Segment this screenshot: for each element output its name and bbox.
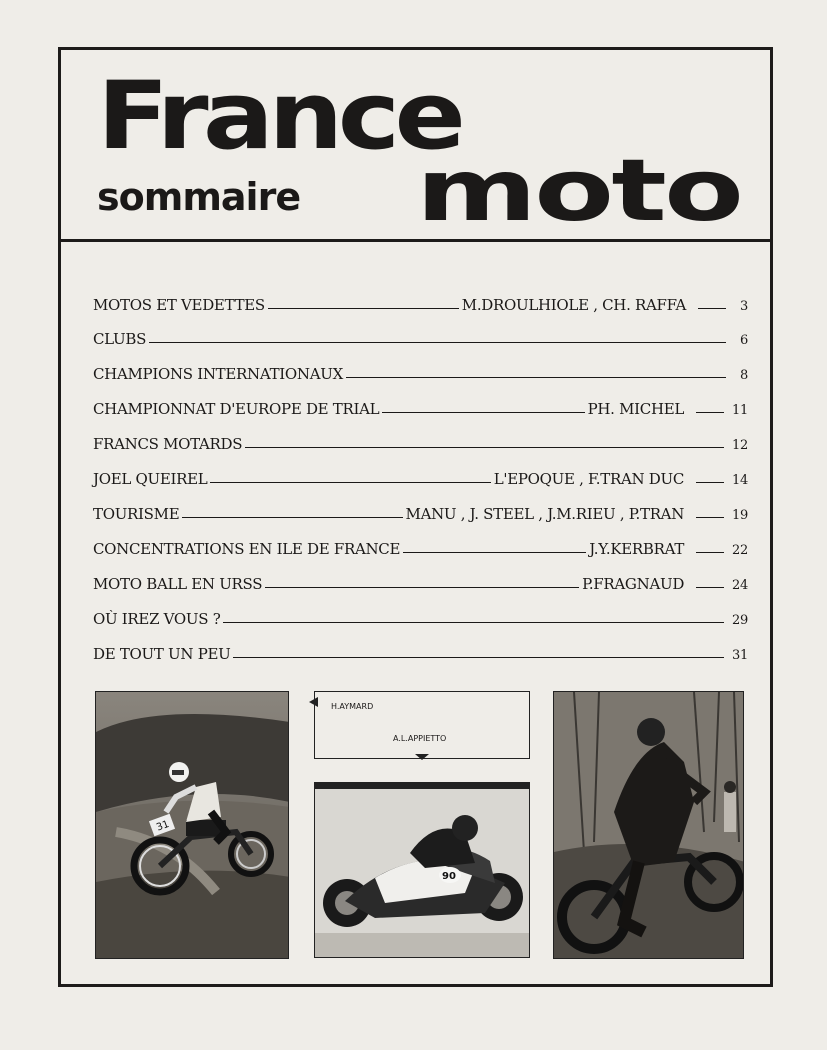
toc-title: OÙ IREZ VOUS ? <box>93 610 221 628</box>
photo-trial-rider <box>553 691 744 959</box>
toc-title: TOURISME <box>93 505 180 523</box>
toc-entry[interactable] <box>93 322 748 348</box>
toc-page-number: 19 <box>732 508 748 523</box>
toc-entry[interactable] <box>93 567 748 593</box>
page-frame <box>58 47 773 987</box>
photo-number-plate: 90 <box>442 871 456 882</box>
toc-title: MOTO BALL EN URSS <box>93 575 263 593</box>
leader-dash <box>696 482 724 483</box>
photo-credits-box <box>314 691 530 759</box>
leader-dash <box>696 587 724 588</box>
leader-line <box>346 377 726 378</box>
arrow-left-icon <box>309 697 318 707</box>
leader-line <box>182 517 402 518</box>
toc-entry[interactable] <box>93 357 748 383</box>
toc-author: PH. MICHEL <box>587 400 685 418</box>
toc-page-number: 22 <box>732 543 748 558</box>
toc-entry[interactable] <box>93 392 748 418</box>
photo-credit: H.AYMARD <box>331 702 374 711</box>
toc-page-number: 6 <box>740 333 748 348</box>
logo-moto: moto <box>416 141 742 241</box>
leader-line <box>149 342 726 343</box>
toc-entry[interactable] <box>93 427 748 453</box>
toc-page-number: 8 <box>740 368 748 383</box>
toc-page-number: 14 <box>732 473 748 488</box>
toc-title: CLUBS <box>93 330 147 348</box>
leader-dash <box>696 552 724 553</box>
toc-page-number: 29 <box>732 613 748 628</box>
leader-dash <box>696 517 724 518</box>
toc-author: MANU , J. STEEL , J.M.RIEU , P.TRAN <box>405 505 685 523</box>
toc-author: M.DROULHIOLE , CH. RAFFA <box>461 296 686 314</box>
toc-page-number: 31 <box>732 648 748 663</box>
leader-line <box>223 622 724 623</box>
toc-title: DE TOUT UN PEU <box>93 645 231 663</box>
toc-entry[interactable] <box>93 288 748 314</box>
photo-number-plate: 31 <box>154 818 171 834</box>
toc-entry[interactable] <box>93 462 748 488</box>
leader-line <box>245 447 724 448</box>
toc-page-number: 11 <box>732 403 748 418</box>
toc-entry[interactable] <box>93 637 748 663</box>
toc-entry[interactable] <box>93 602 748 628</box>
toc-page-number: 24 <box>732 578 748 593</box>
photo-credit: A.L.APPIETTO <box>393 734 447 743</box>
toc-entry[interactable] <box>93 497 748 523</box>
leader-line <box>382 412 584 413</box>
leader-dash <box>696 412 724 413</box>
leader-line <box>268 308 459 309</box>
toc-page-number: 3 <box>740 299 748 314</box>
logo-france: France <box>97 62 461 171</box>
masthead <box>61 50 770 242</box>
toc-page-number: 12 <box>732 438 748 453</box>
toc-title: JOEL QUEIREL <box>93 470 208 488</box>
arrow-down-icon <box>415 754 429 760</box>
leader-dash <box>698 308 726 309</box>
toc-title: MOTOS ET VEDETTES <box>93 296 265 314</box>
toc-title: CHAMPIONNAT D'EUROPE DE TRIAL <box>93 400 380 418</box>
leader-line <box>210 482 490 483</box>
toc-entry[interactable] <box>93 532 748 558</box>
subtitle-sommaire: sommaire <box>97 175 301 219</box>
toc-author: L'EPOQUE , F.TRAN DUC <box>493 470 685 488</box>
toc-title: CONCENTRATIONS EN ILE DE FRANCE <box>93 540 401 558</box>
leader-line <box>265 587 579 588</box>
photo-road-racer <box>314 782 530 958</box>
leader-line <box>233 657 724 658</box>
leader-line <box>403 552 586 553</box>
toc-title: CHAMPIONS INTERNATIONAUX <box>93 365 343 383</box>
toc-title: FRANCS MOTARDS <box>93 435 243 453</box>
toc-author: J.Y.KERBRAT <box>589 540 685 558</box>
photo-motocross-rider <box>95 691 289 959</box>
toc-author: P.FRAGNAUD <box>582 575 685 593</box>
